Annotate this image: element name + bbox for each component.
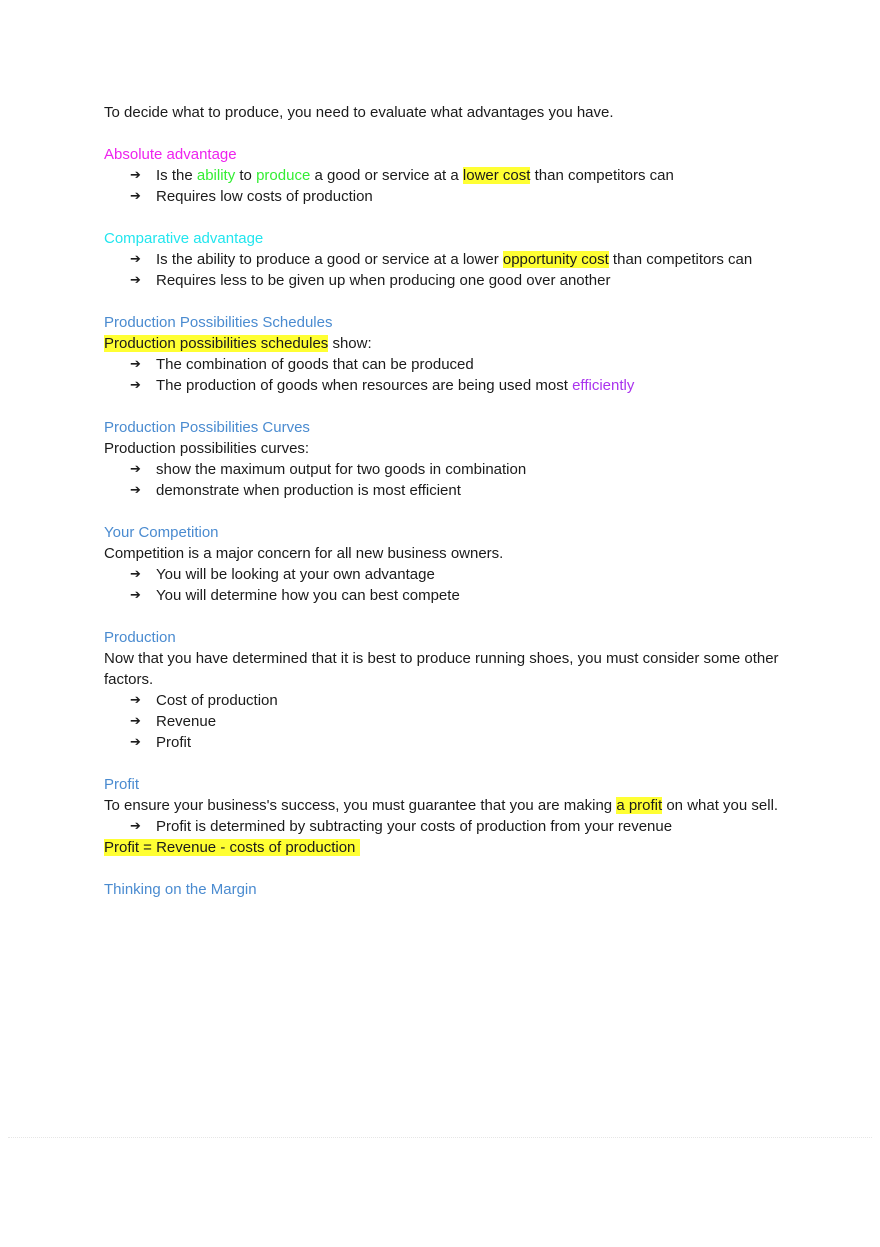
document-body [104,102,784,900]
profit-heading: Profit [104,776,140,793]
list-item: ➔ Profit [130,734,192,751]
lower-cost-highlight: lower cost [462,167,531,184]
arrow-bullet-icon: ➔ [130,483,141,498]
profit-intro: To ensure your business's success, you must guarantee that you are making a profit on what you sell. [104,797,779,814]
list-item: ➔ Is the ability to produce a good or service at a lower opportunity cost than competitors can [130,251,753,268]
arrow-bullet-icon: ➔ [130,819,141,834]
arrow-bullet-icon: ➔ [130,693,141,708]
profit-formula-highlight: Profit = Revenue - costs of production [104,839,360,856]
list-item: ➔ Revenue [130,713,217,730]
competition-intro: Competition is a major concern for all new business owners. [104,545,504,562]
arrow-bullet-icon: ➔ [130,378,141,393]
list-item: ➔ The combination of goods that can be produced [130,356,474,373]
competition-list [104,564,784,606]
list-item: ➔ Requires low costs of production [130,188,373,205]
produce-term: produce [256,167,311,184]
list-item: ➔ The production of goods when resources are being used most efficiently [130,377,635,394]
production-intro: Now that you have determined that it is best to produce running shoes, you must consider some other factors. [104,650,779,688]
intro-paragraph: To decide what to produce, you need to evaluate what advantages you have. [104,104,614,121]
profit-list [104,816,784,837]
schedules-intro: Production possibilities schedules show: [104,335,372,352]
arrow-bullet-icon: ➔ [130,714,141,729]
list-item: ➔ Is the ability to produce a good or service at a lower cost than competitors can [130,167,674,184]
page-bottom-divider [8,1137,872,1139]
list-item: ➔ Cost of production [130,692,278,709]
absolute-advantage-list [104,165,784,207]
schedules-highlight: Production possibilities schedules [104,335,329,352]
margin-heading: Thinking on the Margin [104,881,257,898]
arrow-bullet-icon: ➔ [130,735,141,750]
list-item: ➔ You will determine how you can best compete [130,587,460,604]
list-item: ➔ You will be looking at your own advantage [130,566,435,583]
arrow-bullet-icon: ➔ [130,462,141,477]
curves-list [104,459,784,501]
arrow-bullet-icon: ➔ [130,567,141,582]
efficiently-term: efficiently [572,377,635,394]
arrow-bullet-icon: ➔ [130,252,141,267]
list-item: ➔ show the maximum output for two goods in combination [130,461,527,478]
list-item: ➔ Requires less to be given up when producing one good over another [130,272,611,289]
arrow-bullet-icon: ➔ [130,357,141,372]
opportunity-cost-highlight: opportunity cost [502,251,609,268]
absolute-advantage-heading: Absolute advantage [104,146,237,163]
ability-term: ability [196,167,236,184]
schedules-list [104,354,784,396]
competition-heading: Your Competition [104,524,219,541]
profit-formula [104,837,784,858]
arrow-bullet-icon: ➔ [130,588,141,603]
curves-intro: Production possibilities curves: [104,440,310,457]
arrow-bullet-icon: ➔ [130,273,141,288]
a-profit-highlight: a profit [616,797,663,814]
arrow-bullet-icon: ➔ [130,189,141,204]
production-list [104,690,784,753]
list-item: ➔ demonstrate when production is most efficient [130,482,461,499]
list-item: ➔ Profit is determined by subtracting your costs of production from your revenue [130,818,673,835]
comparative-advantage-list [104,249,784,291]
production-heading: Production [104,629,176,646]
curves-heading: Production Possibilities Curves [104,419,310,436]
arrow-bullet-icon: ➔ [130,168,141,183]
comparative-advantage-heading: Comparative advantage [104,230,264,247]
schedules-heading: Production Possibilities Schedules [104,314,333,331]
